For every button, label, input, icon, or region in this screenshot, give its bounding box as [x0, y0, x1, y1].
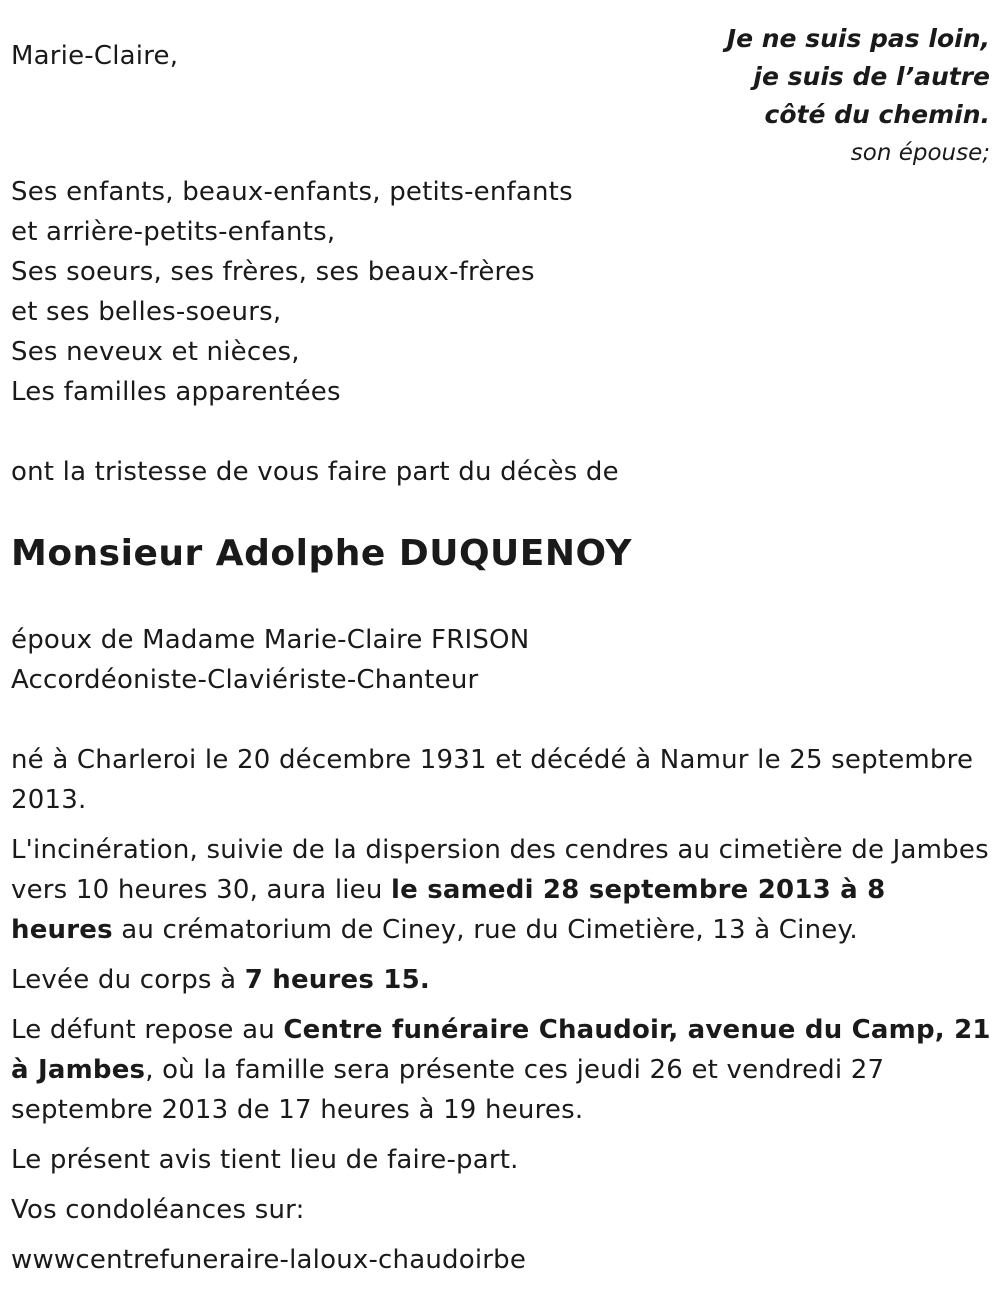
- levee-time: 7 heures 15.: [244, 965, 430, 995]
- quote-line: je suis de l’autre: [753, 62, 990, 91]
- family-line: et ses belles-soeurs,: [11, 297, 282, 327]
- spouse-line: époux de Madame Marie-Claire FRISON: [11, 625, 530, 655]
- greeting: Marie-Claire,: [11, 41, 179, 71]
- repose-text: Le défunt repose au: [11, 1015, 284, 1045]
- spouse-block: [11, 620, 529, 700]
- family-list: [11, 172, 573, 412]
- profession-line: Accordéoniste-Claviériste-Chanteur: [11, 665, 479, 695]
- family-line: Ses soeurs, ses frères, ses beaux-frères: [11, 257, 535, 287]
- cremation-text: L'incinération, suivie de la dispersion des cendres au cimetière de Jambes vers 10 heures 30, aura lieu: [11, 835, 989, 905]
- cremation-paragraph: [11, 830, 996, 950]
- quote-line: Je ne suis pas loin,: [726, 24, 990, 53]
- details-block: [11, 740, 996, 1290]
- levee-text: Levée du corps à: [11, 965, 245, 995]
- levee-paragraph: [11, 960, 996, 1000]
- repose-paragraph: [11, 1010, 996, 1130]
- repose-schedule: , où la famille sera présente ces jeudi 26 et vendredi 27 septembre 2013 de 17 heures à 19 heures.: [11, 1055, 885, 1125]
- family-line: Les familles apparentées: [11, 377, 341, 407]
- family-line: et arrière-petits-enfants,: [11, 217, 336, 247]
- quote-signature: son épouse;: [850, 140, 990, 166]
- cremation-place: au crématorium de Ciney, rue du Cimetière, 13 à Ciney.: [112, 915, 858, 945]
- quote-block: [727, 20, 990, 172]
- quote-line: côté du chemin.: [764, 100, 990, 129]
- deceased-name: Monsieur Adolphe DUQUENOY: [11, 533, 632, 574]
- condolences-label: Vos condoléances sur:: [11, 1195, 305, 1225]
- website-link[interactable]: wwwcentrefuneraire-laloux-chaudoirbe: [11, 1245, 527, 1275]
- cremation-date: le samedi 28 septembre 2013 à 8 heures: [11, 875, 886, 945]
- announcement-text: ont la tristesse de vous faire part du décès de: [11, 457, 619, 487]
- repose-location: Centre funéraire Chaudoir, avenue du Camp, 21 à Jambes: [11, 1015, 991, 1085]
- family-line: Ses enfants, beaux-enfants, petits-enfants: [11, 177, 573, 207]
- notice-paragraph: Le présent avis tient lieu de faire-part.: [11, 1145, 519, 1175]
- family-line: Ses neveux et nièces,: [11, 337, 300, 367]
- birth-death-paragraph: né à Charleroi le 20 décembre 1931 et décédé à Namur le 25 septembre 2013.: [11, 745, 974, 815]
